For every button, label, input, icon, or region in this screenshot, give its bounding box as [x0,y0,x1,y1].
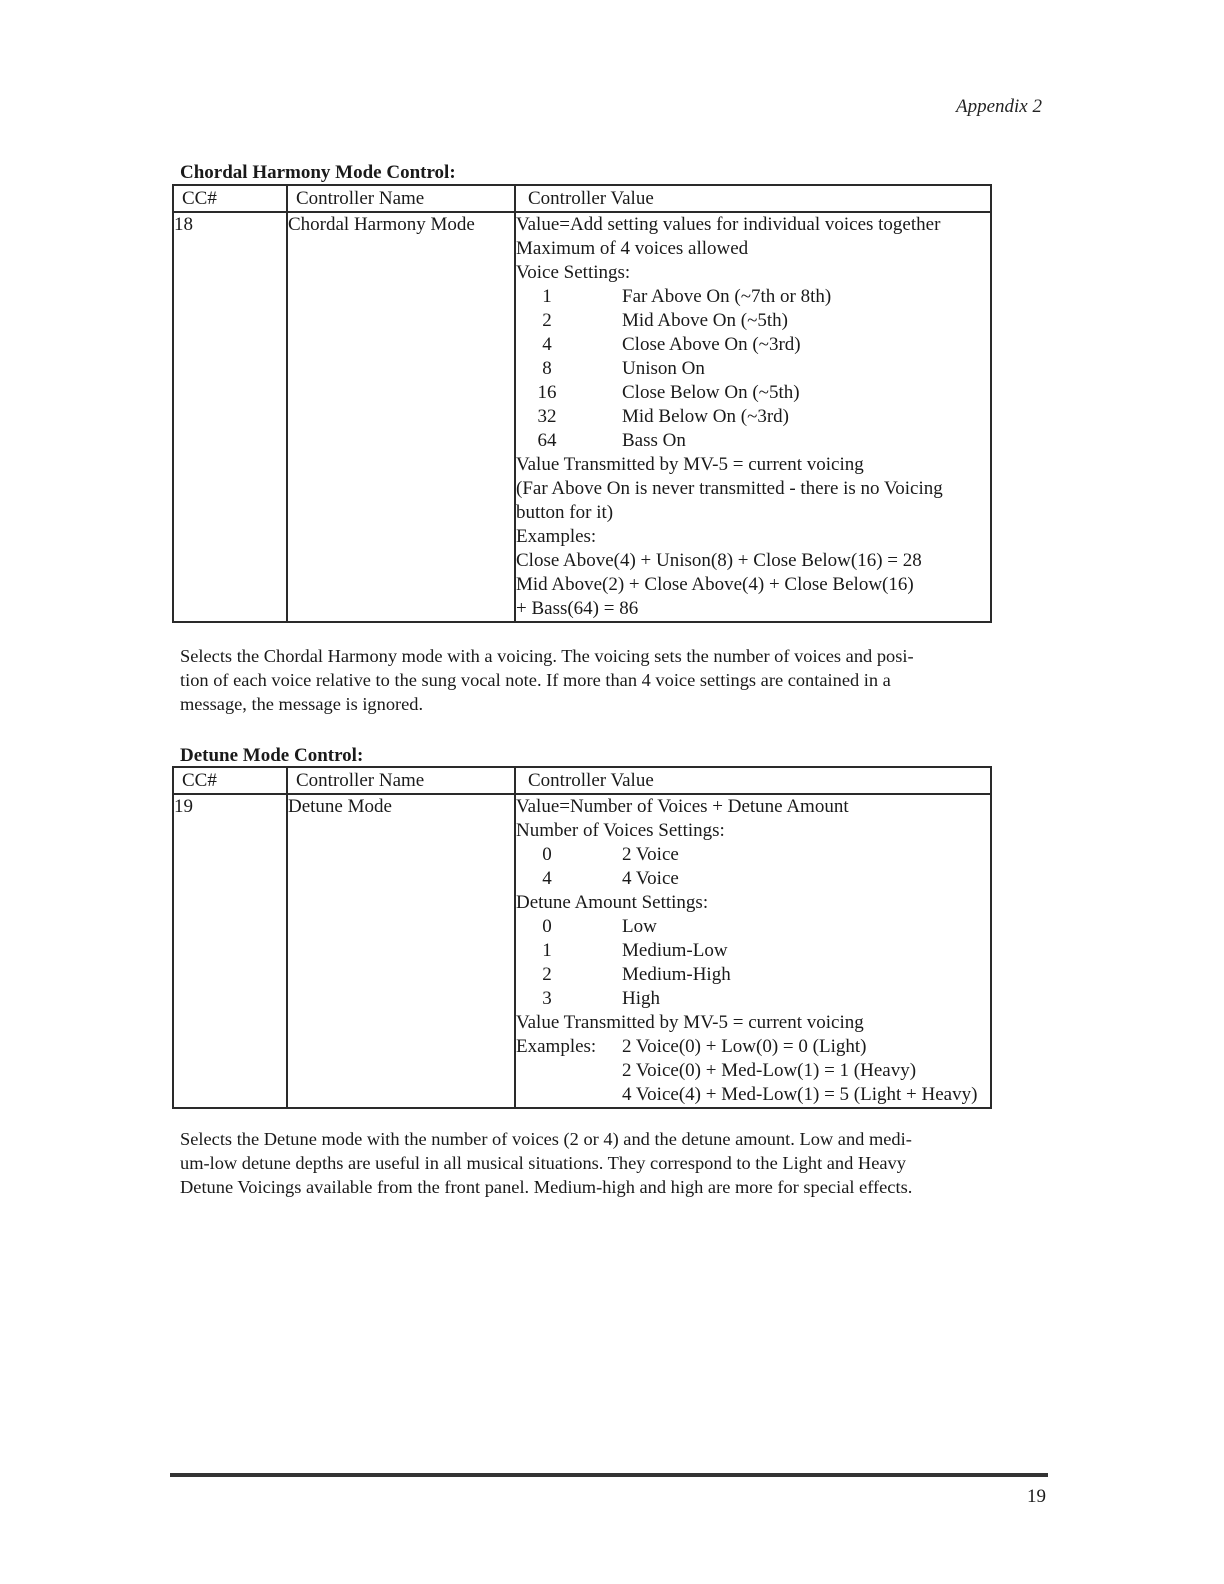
amount-setting-row: 2 Medium-High [542,964,731,985]
value-line: Number of Voices Settings: [516,820,725,841]
column-header-cc: CC# [173,767,287,794]
column-header-name: Controller Name [287,185,515,212]
cc-number: 19 [173,794,287,1108]
voice-setting-row: 32 Mid Below On (~3rd) [537,406,790,427]
value-line: Value Transmitted by MV-5 = current voicing [516,454,864,475]
value-line: Examples: [516,526,597,547]
detune-description: Selects the Detune mode with the number of voices (2 or 4) and the detune amount. Low and medi- um-low detune depths are useful in all musical situations. They correspond to the Light and Heavy Detune Voicings available from the front panel. Medium-high and high are more for special effects. [180,1129,913,1197]
chordal-description: Selects the Chordal Harmony mode with a voicing. The voicing sets the number of voices and posi- tion of each voice relative to the sung vocal note. If more than 4 voice settings are contained in a message, the message is ignored. [180,646,914,714]
column-header-value: Controller Value [515,185,991,212]
controller-value [515,794,991,1108]
amount-setting-row: 1 Medium-Low [542,940,728,961]
chordal-section-title: Chordal Harmony Mode Control: [180,162,456,183]
table-header-row [173,185,991,212]
example-line: 4 Voice(4) + Med-Low(1) = 5 (Light + Heavy) [622,1084,978,1105]
page-number: 19 [1027,1486,1046,1507]
value-line: Voice Settings: [516,262,631,283]
table-row [173,794,991,1108]
example-line: Mid Above(2) + Close Above(4) + Close Below(16) [516,574,914,595]
example-line: + Bass(64) = 86 [516,598,639,619]
column-header-cc: CC# [173,185,287,212]
voice-setting-row: 4 Close Above On (~3rd) [542,334,801,355]
controller-name: Chordal Harmony Mode [287,212,515,622]
table-row [173,212,991,622]
voice-setting-row: 16 Close Below On (~5th) [537,382,800,403]
amount-setting-row: 0 Low [542,916,657,937]
voice-setting-row: 8 Unison On [542,358,705,379]
value-line: button for it) [516,502,614,523]
chordal-table [172,184,992,623]
value-line: Detune Amount Settings: [516,892,709,913]
value-line: Value=Number of Voices + Detune Amount [516,796,849,817]
column-header-name: Controller Name [287,767,515,794]
footer-rule [170,1473,1048,1477]
detune-table [172,766,992,1109]
example-line: Close Above(4) + Unison(8) + Close Below(16) = 28 [516,550,922,571]
cc-number: 18 [173,212,287,622]
value-line: Maximum of 4 voices allowed [516,238,749,259]
example-line: 2 Voice(0) + Med-Low(1) = 1 (Heavy) [622,1060,917,1081]
voice-setting-row: 1 Far Above On (~7th or 8th) [542,286,832,307]
voice-setting-row: 64 Bass On [537,430,686,451]
value-line: Value=Add setting values for individual voices together [516,214,941,235]
controller-value [515,212,991,622]
voice-setting-row: 4 4 Voice [542,868,679,889]
appendix-header: Appendix 2 [955,96,1042,117]
value-line: (Far Above On is never transmitted - there is no Voicing [516,478,943,499]
detune-section-title: Detune Mode Control: [180,745,364,766]
amount-setting-row: 3 High [542,988,660,1009]
table-header-row [173,767,991,794]
example-line: Examples: 2 Voice(0) + Low(0) = 0 (Light) [516,1036,867,1057]
voice-setting-row: 2 Mid Above On (~5th) [542,310,788,331]
controller-name: Detune Mode [287,794,515,1108]
value-line: Value Transmitted by MV-5 = current voicing [516,1012,864,1033]
column-header-value: Controller Value [515,767,991,794]
voice-setting-row: 0 2 Voice [542,844,679,865]
